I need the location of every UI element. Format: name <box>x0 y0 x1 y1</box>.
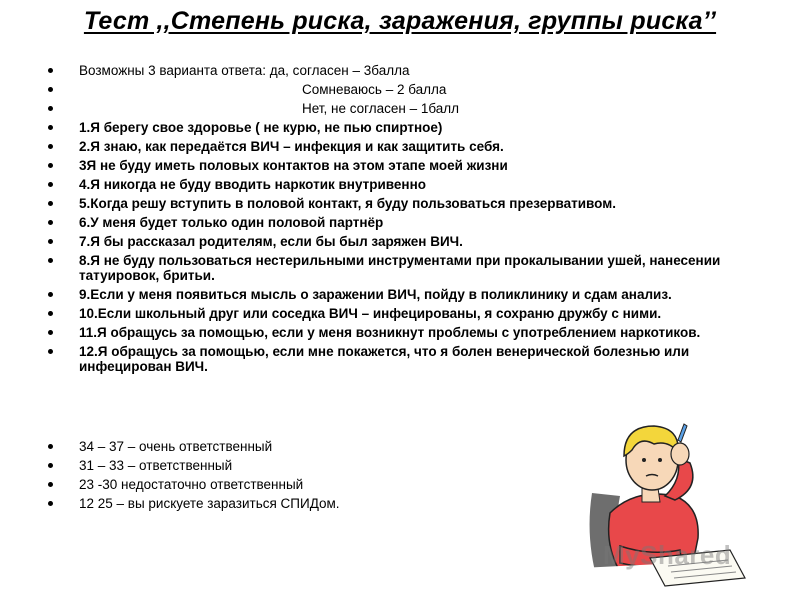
score-item: 23 -30 недостаточно ответственный <box>48 477 468 492</box>
score-list <box>48 439 468 515</box>
statement-item: 2.Я знаю, как передаётся ВИЧ – инфекция и как защитить себя. <box>48 139 768 154</box>
page-title: Тест ,,Степень риска, заражения, группы риска’’ <box>83 7 717 35</box>
statement-item: 11.Я обращусь за помощью, если у меня возникнут проблемы с употреблением наркотиков. <box>48 325 768 340</box>
statement-item: 10.Если школьный друг или соседка ВИЧ – инфецированы, я сохраню дружбу с ними. <box>48 306 768 321</box>
score-item: 31 – 33 – ответственный <box>48 458 468 473</box>
statement-item: 4.Я никогда не буду вводить наркотик внутривенно <box>48 177 768 192</box>
answer-option: Сомневаюсь – 2 балла <box>48 82 768 97</box>
statement-item: 6.У меня будет только один половой партнёр <box>48 215 768 230</box>
answer-option: Возможны 3 варианта ответа: да, согласен – 3балла <box>48 63 768 78</box>
statement-item: 12.Я обращусь за помощью, если мне покажется, что я болен венерической болезнью или инфецирован ВИЧ. <box>48 344 768 374</box>
statement-item: 3Я не буду иметь половых контактов на этом этапе моей жизни <box>48 158 768 173</box>
statement-item: 9.Если у меня появиться мысль о заражении ВИЧ, пойду в поликлинику и сдам анализ. <box>48 287 768 302</box>
watermark: MyShared <box>603 540 732 570</box>
statement-item: 8.Я не буду пользоваться нестерильными инструментами при прокалывании ушей, нанесении татуировок, бритьи. <box>48 253 768 283</box>
questionnaire-list <box>48 63 768 378</box>
statement-item: 5.Когда решу вступить в половой контакт, я буду пользоваться презервативом. <box>48 196 768 211</box>
statement-item: 7.Я бы рассказал родителям, если бы был заряжен ВИЧ. <box>48 234 768 249</box>
statement-item: 1.Я берегу свое здоровье ( не курю, не пью спиртное) <box>48 120 768 135</box>
score-item: 34 – 37 – очень ответственный <box>48 439 468 454</box>
answer-option: Нет, не согласен – 1балл <box>48 101 768 116</box>
score-item: 12 25 – вы рискуете заразиться СПИДом. <box>48 496 468 511</box>
